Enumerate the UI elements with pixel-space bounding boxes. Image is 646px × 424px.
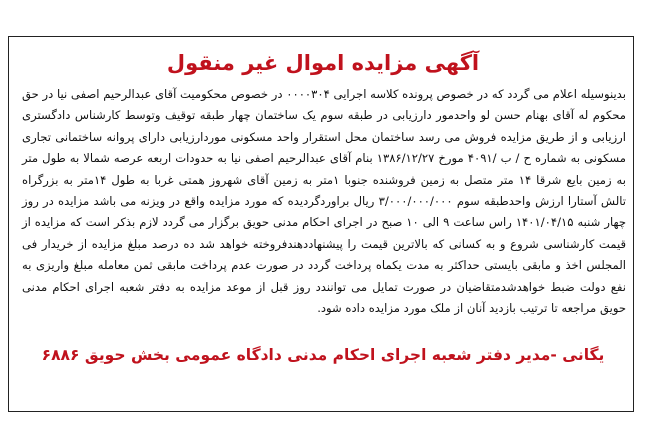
ad-footer-signature: یگانی -مدیر دفتر شعبه اجرای احکام مدنی دادگاه عمومی بخش حویق ۶۸۸۶ — [41, 346, 605, 364]
ad-body-text: بدینوسیله اعلام می گردد که در خصوص پرونده کلاسه اجرایی ۰۰۰۰۳۰۴ در خصوص محکومیت آقای عبدالرحیم اصفی نیا در حق محکوم له آقای بهنام حسن لو واحدمور دارزیابی در طبقه سوم یک ساختمان چهار طبقه توقیف وتوسط کارشناس دادگستری ارزیابی و از طریق مزایده فروش می رسد ساختمان محل استقرار واحد مسکونی موردارزیابی دارای پروانه ساختمانی تجاری مسکونی به شماره ح / ب /۴۰۹۱ مورخ ۱۳۸۶/۱۲/۲۷ بنام آقای عبدالرحیم اصفی نیا به حدودات اربعه عرصه شمالا به طول متر به زمین بایع شرقا ۱۴ متر متصل به زمین فروشنده جنوبا ۱متر به زمین آقای شهروز همتی غربا به طول ۱۴متر به بزرگراه تالش آستارا ارزش واحدطبقه سوم ۳/۰۰۰/۰۰۰/۰۰۰ ریال براوردگردیده که مورد مزایده واقع در ویزنه می باشد مزایده در روز چهار شنبه ۱۴۰۱/۰۴/۱۵ راس ساعت ۹ الی ۱۰ صبح در اجرای احکام مدنی حویق برگزار می گردد لازم بذکر است که مزایده از قیمت کارشناسی شروع و به کسانی که بالاترین قیمت را پیشنهاددهندفروخته خواهد شد ده درصد مبلغ مزایده از خریدار فی المجلس اخذ و مابقی بایستی حداکثر به مدت یکماه پرداخت گردد در صورت عدم پرداخت مابقی ثمن معامله مبلغ واریزی به نفع دولت ضبط خواهدشدمتقاضیان در صورت تمایل می توانندد روز قبل از موعد مزایده به دفتر شعبه اجرای احکام مدنی حویق مراجعه تا ترتیب بازدید آنان از ملک مورد مزایده داده شود. — [22, 87, 627, 316]
ad-title: آگهی مزایده اموال غیر منقول — [166, 51, 480, 75]
